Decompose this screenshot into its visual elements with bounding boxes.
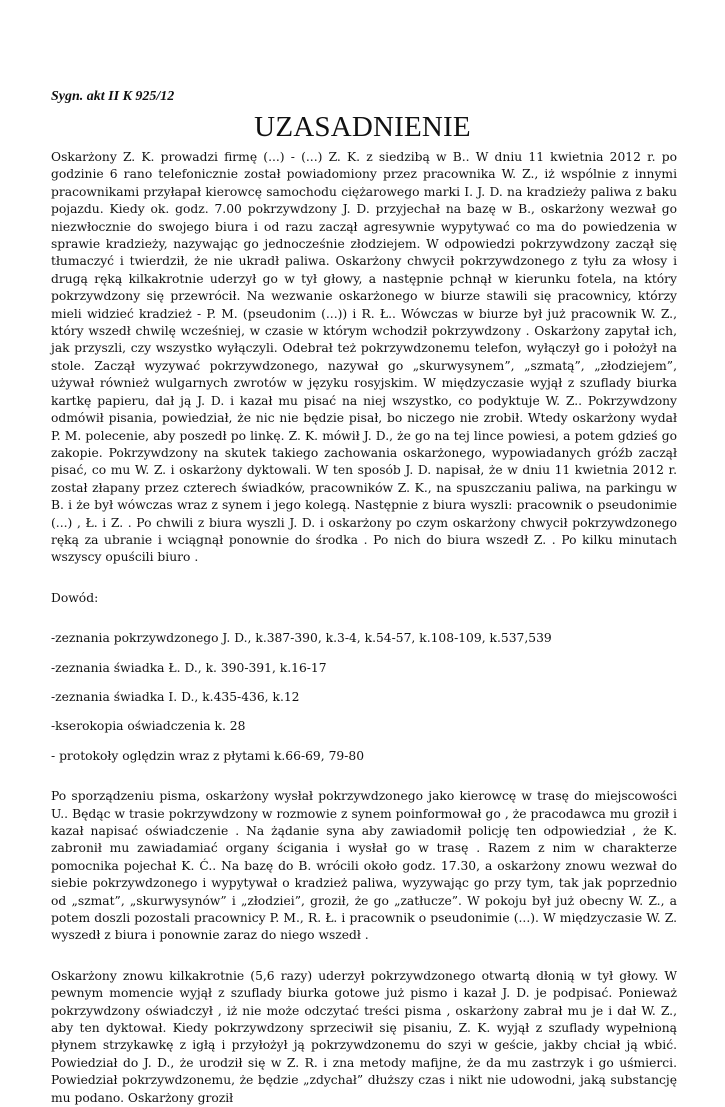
paragraph-facts-1: Oskarżony Z. K. prowadzi firmę (...) - (...) Z. K. z siedzibą w B.. W dniu 11 kwietnia 2012 r. po godzinie 6 rano telefonicznie został powiadomiony przez pracownika W. Z., iż wspólnie z innymi pracownikami przyłapał kierowcę samochodu ciężarowego marki I. J. D. na kradzieży paliwa z baku pojazdu. Kiedy ok. godz. 7.00 pokrzywdzony J. D. przyjechał na bazę w B., oskarżony wezwał go niezwłocznie do swojego biura i od razu zaczął agresywnie wypytywać co ma do powiedzenia w sprawie kradzieży, nazywając go jednocześnie złodziejem. W odpowiedzi pokrzywdzony zaczął się tłumaczyć i twierdził, że nie ukradł paliwa. Oskarżony chwycił pokrzywdzonego z tyłu za włosy i drugą ręką kilkakrotnie uderzył go w tył głowy, a następnie pchnął w kierunku fotela, na który pokrzywdzony się przewrócił. Na wezwanie oskarżonego w biurze stawili się pracownicy, którzy mieli widzieć kradzież - P. M. (pseudonim (...)) i R. Ł.. Wówczas w biurze był już pracownik W. Z., który wszedł chwilę wcześniej, w czasie w którym wchodził pokrzywdzony . Oskarżony zapytał ich, jak przyszli, czy wszystko wyłączyli. Odebrał też pokrzywdzonemu telefon, wyłączył go i położył na stole. Zaczął wyzywać pokrzywdzonego, nazywał go „skurwysynem”, „szmatą”, „złodziejem”, używał również wulgarnych zwrotów w języku rosyjskim. W międzyczasie wyjął z szuflady biurka kartkę papieru, dał ją J. D. i kazał mu pisać na niej wszystko, co podyktuje W. Z.. Pokrzywdzony odmówił pisania, powiedział, że nic nie będzie pisał, bo niczego nie zrobił. Wtedy oskarżony wydał P. M. polecenie, aby poszedł po linkę. Z. K. mówił J. D., że go na tej lince powiesi, a potem gdzieś go zakopie. Pokrzywdzony na skutek takiego zachowania oskarżonego, wypowiadanych gróźb zaczął pisać, co mu W. Z. i oskarżony dyktowali. W ten sposób J. D. napisał, że w dniu 11 kwietnia 2012 r. został złapany przez czterech świadków, pracowników Z. K., na spuszczaniu paliwa, na parkingu w B. i że był wówczas wraz z synem i jego kolegą. Następnie z biura wyszli: pracownik o pseudonimie (...) , Ł. i Z. . Po chwili z biura wyszli J. D. i oskarżony po czym oskarżony chwycił pokrzywdzonego ręką za ubranie i wciągnął ponownie do środka . Po nich do biura wszedł Z. . Po kilku minutach wszyscy opuścili biuro . (51, 150, 677, 565)
evidence-item: - protokoły oględzin wraz z płytami k.66-69, 79-80 (51, 748, 365, 763)
evidence-item: -kserokopia oświadczenia k. 28 (51, 719, 246, 734)
paragraph-facts-2: Po sporządzeniu pisma, oskarżony wysłał pokrzywdzonego jako kierowcę w trasę do miejscowości U.. Będąc w trasie pokrzywdzony w rozmowie z synem poinformował go , że pracodawca mu groził i kazał napisać oświadczenie . Na żądanie syna aby zawiadomił policję ten odpowiedział , że K. zabronił mu zawiadamiać organy ścigania i wysłał go w trasę . Razem z nim w charakterze pomocnika pojechał K. Ć.. Na bazę do B. wrócili około godz. 17.30, a oskarżony znowu wezwał do siebie pokrzywdzonego i wypytywał o kradzież paliwa, wyzywając go przy tym, tak jak poprzednio od „szmat”, „skurwysynów” i „złodziei”, groził, że go „zatłucze”. W pokoju był już obecny W. Z., a potem doszli pozostali pracownicy P. M., R. Ł. i pracownik o pseudonimie (...). W międzyczasie W. Z. wyszedł z biura i ponownie zaraz do niego wszedł . (51, 789, 677, 943)
document-body (51, 149, 677, 1107)
paragraph-facts-3: Oskarżony znowu kilkakrotnie (5,6 razy) uderzył pokrzywdzonego otwartą dłonią w tył głowy. W pewnym momencie wyjął z szuflady biurka gotowe już pismo i kazał J. D. je podpisać. Ponieważ pokrzywdzony oświadczył , iż nie może odczytać treści pisma , oskarżony zabrał mu je i dał W. Z., aby ten dyktował. Kiedy pokrzywdzony sprzeciwił się pisaniu, Z. K. wyjął z szuflady wypełnioną płynem strzykawkę z igłą i przyłożył ją pokrzywdzonemu do szyi w geście, jakby chciał ją wbić. Powiedział do J. D., że urodził się w Z. R. i zna metody mafijne, że da mu zastrzyk i go uśmierci. Powiedział pokrzywdzonemu, że będzie „zdychał” dłuższy czas i nikt nie udowodni, jaką substancję mu podano. Oskarżony groził (51, 968, 677, 1105)
evidence-item: -zeznania świadka I. D., k.435-436, k.12 (51, 689, 300, 704)
evidence-item: -zeznania pokrzywdzonego J. D., k.387-390, k.3-4, k.54-57, k.108-109, k.537,539 (51, 631, 552, 646)
evidence-item: -zeznania świadka Ł. D., k. 390-391, k.16-17 (51, 660, 327, 675)
evidence-label: Dowód: (51, 590, 99, 605)
document-title: UZASADNIENIE (254, 111, 471, 143)
case-signature: Sygn. akt II K 925/12 (51, 89, 175, 104)
